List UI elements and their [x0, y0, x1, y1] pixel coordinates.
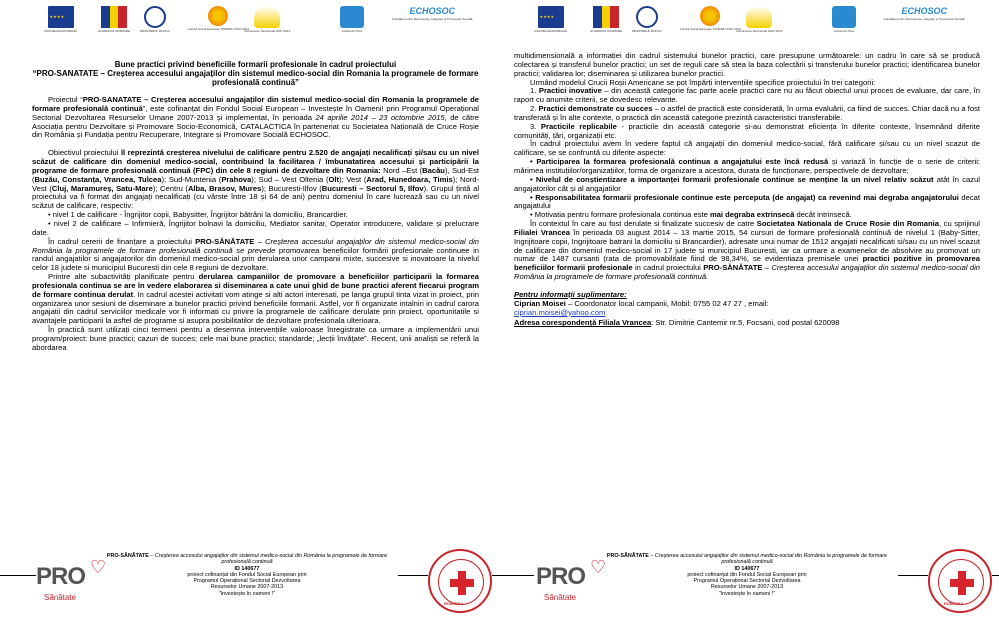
logo-caption: CATALACTICA — [341, 29, 363, 33]
fse-logo: Fondul Social European POSDRU 2007-2013 — [680, 6, 741, 42]
gov-logo: GUVERNUL ROMÂNIEI — [590, 6, 622, 42]
footer-text: PRO-SĂNĂTATE – Creșterea accesului angajaților din sistemul medico-social din România la programele de formare profesională continuă ID 140677 proiect cofinanțat din Fondul Social European prin Programul Operațional Sectorial Dezvoltarea Resurselor Umane 2007-2013 "Investește în oameni !" — [106, 553, 388, 597]
contact-address: Adresa corespondență Filiala Vrancea: Str. Dimitrie Cantemir nr.5, Focsani, cod postal 620098 — [514, 318, 840, 328]
aspect-participation: • Participarea la formarea profesională continua a angajatului este încă redusă și variază în funcție de o serie de criterii: mărimea instituțiilor/organizațiilor, forma de organizare a acestora, durata de funcționare, perspectivele de dezvoltare; — [514, 157, 980, 175]
red-cross-logo: ROMÂNIA — [928, 549, 992, 613]
footer-rule — [398, 575, 428, 576]
footer-text: PRO-SĂNĂTATE – Creșterea accesului angajaților din sistemul medico-social din România la programele de formare profesională continuă ID 140677 proiect cofinanțat din Fondul Social European prin Programul Operațional Sectorial Dezvoltarea Resurselor Umane 2007-2013 "Investește în oameni !" — [606, 553, 888, 597]
pro-sanatate-logo: PRO ♡ Sănătate — [536, 557, 607, 602]
aspect-responsibility: • Responsabilitatea formarii profesionale continue este perceputa (de angajat) ca revenind mai degraba angajatorului decat angajatului — [514, 192, 980, 211]
heart-icon: ♡ — [590, 557, 607, 577]
paragraph-multidimensional: multidimensională a informației din cadrul sistemului bunelor practici, care presupune următoarele: un cadru în care să se producă colectarea și transferul bunelor practici; un set de reguli care să stea la baza colectării și transferului bunelor practici; identificarea bunelor practici; validarea lor; diseminarea și utilizarea bunelor practici. — [514, 51, 980, 78]
email-link[interactable]: ciprian.moisei@yahoo.com — [514, 307, 606, 317]
eu-logo — [44, 6, 77, 42]
instrumente-icon — [254, 6, 280, 28]
instrumente-logo: Instrumente Structurale 2007-2013 — [736, 6, 782, 42]
catalactica-logo: CATALACTICA — [832, 6, 856, 42]
ministry-logo: MINISTERUL MUNCII — [632, 6, 662, 42]
right-body — [514, 52, 980, 328]
logo-caption: Instrumente Structurale 2007-2013 — [244, 29, 291, 33]
paragraph-categories: Urmând modelul Crucii Roșii Americane se pot împărți intervențiile specifice proiectului în trei categorii: — [530, 77, 876, 87]
footer-rule — [0, 575, 36, 576]
paragraph-context: În contextul în care au fost derulate si finalizate succesiv de catre Societatea Nationala de Cruce Rosie din Romania, cu sprijinul Filialei Vrancea în perioada 03 august 2014 – 13 martie 2015, 54 cursuri de formare profesională continuă de nivelul 1 (Baby-Sitter, Ingrijitoare copii, Ingrijitoare batrani la domiciliu si Brancardier), adresate unui numar de 1512 angajati necalificati si/sau cu un nivel scazut de calificare din domeniul medico-social in 17 judete si municipiul Bucuresti, iar ca urmare a examenelor de absolvire au promovat un numar de 1487 cursanti (rata de promovabilitate fiind de 98,34%, se evidentiaza premisele unei practici pozitive in promovarea beneficiilor formarii profesionale in cadrul proiectului PRO-SĂNĂTATE – Creșterea accesului angajaților din sistemul medico-social din România la programele de formare profesională continuă. — [514, 219, 980, 282]
category-replicable: 3. Practicile replicabile - practicile din această categorie și-au demonstrat eficiența în diferite contexte, însemnând diferite comunități, țări, organizații etc. — [514, 121, 980, 140]
paragraph-subactivities: Printre alte subactivități planificate pentru derularea campaniilor de promovare a beneficiilor participarii la formarea profesionala continua se are în vedere elaborarea si diseminarea a cate unui ghid de bune practici aferent fiecarui program de formare continua derulat. In cadrul acestei activitati vom atinge si alti actori interesati, pe langa grupul tinta vizat in proiect, prin organizarea unor sesiuni de diseminare a bunelor practici privind beneficiile formarii. Astfel, vor fi organizate intalniri in cadrul carora angajatii din cadrul serviciilor medicale vor fi informati cu privire la programele de calificare derulate prin proiect, oportunitatile si avantajele participarii la asftel de programe si asupra posibilitatilor de dezvoltare profesionala ulterioara. — [32, 272, 479, 326]
heart-icon: ♡ — [90, 557, 107, 577]
catalactica-icon — [832, 6, 856, 28]
eu-logo: ★ ★ ★ ★ UNIUNEA EUROPEANĂ — [534, 6, 567, 42]
logo-caption: GUVERNUL ROMÂNIEI — [98, 29, 131, 33]
paragraph-financing: În cadrul cererii de finanțare a proiectului PRO-SĂNĂTATE – Creșterea accesului angajaților din sistemul medico-social din România la programele de formare profesională continuă se prevede promovarea beneficiilor formării profesionale continuee in randul angajatilor si angajatorilor din domeniul medico-social prin derularea unor campanii mixte, succesive si inovatoare la nivelul celor 18 judete si municipiul Bucuresti din cele 8 regiuni de dezvoltare. — [32, 236, 480, 273]
contact-title: Pentru informații suplimentare: — [514, 289, 627, 299]
instrumente-logo — [244, 6, 290, 42]
pro-sanatate-logo: PRO ♡ Sănătate — [36, 557, 107, 602]
category-innovative: 1. Practici inovative – din această categorie fac parte acele practici care nu au făcut obiectul unui proces de evaluare, dar care, în raport cu anumite criterii, se dovedesc relevante. — [514, 86, 980, 105]
logo-caption: Fondul Social European POSDRU 2007-2013 — [188, 27, 249, 31]
aspect-awareness: • Nivelul de conștientizare a importanței formarii profesionale continue se menține la un nivel relativ scăzut atât în cazul angajatorilor cât și al angajatilor — [514, 174, 980, 193]
document-page-right — [500, 0, 999, 637]
seal-icon — [144, 6, 166, 28]
red-cross-icon — [450, 571, 474, 595]
aspect-motivation: • Motivatia pentru formare profesionala continua este mai degraba extrinsecă decât intrinsecă. — [530, 210, 852, 220]
eu-flag-icon — [48, 6, 74, 28]
logo-bar — [500, 6, 999, 42]
red-cross-logo: ROMÂNIA — [428, 549, 492, 613]
paragraph-intro: Proiectul “PRO-SANATATE – Creșterea accesului angajaților din sistemul medico-social din Romania la programele de formare profesională continuă”, este cofinanțat din Fondul Social European – Investește în Oameni! prin Programul Operațional Sectorial Dezvoltarea Resurselor Umane 2007-2013 și implementat, în perioada 24 aprilie 2014 – 23 octombrie 2015, de către Asociația pentru Dezvoltare și Promovare Socio-Economică, CATALACTICA în parteneriat cu Societatea Națională de Cruce Roșie din România și Fundația pentru Recuperare, Integrare și Promovare Socială ECHOSOC. — [32, 95, 479, 140]
ministry-logo — [140, 6, 170, 42]
romania-flag-icon — [593, 6, 619, 28]
paragraph-practice: În practică sunt utilizați cinci termeni pentru a desemna intervențiile valoroase înregistrate ca urmare a implementării unui program/proiect: bune practici; cazuri de succes; cele mai bune practici; standarde; „lecții învățate”. Recent, unii analiști se referă la abordarea — [32, 325, 479, 352]
contact-email[interactable] — [514, 309, 980, 318]
catalactica-logo — [340, 6, 364, 42]
catalactica-icon — [340, 6, 364, 28]
fse-icon — [208, 6, 228, 26]
seal-icon — [636, 6, 658, 28]
document-page-left — [0, 0, 499, 637]
eu-flag-icon — [538, 6, 564, 28]
instrumente-icon — [746, 6, 772, 28]
footer-left — [0, 549, 499, 637]
logo-caption: MINISTERUL MUNCII — [140, 29, 170, 33]
paragraph-objective: Obiectivul proiectului îl reprezintă creșterea nivelului de calificare pentru 2.520 de angajați necalificați și/sau cu un nivel scăzut de calificare din domeniul medico-social, contribuind la facilitarea / îmbunatatirea accesului și participării la programe de formare profesională continuă (FPC) din cele 8 regiuni de dezvoltare din Romania: Nord –Est (Bacău), Sud-Est (Buzău, Constanța, Vrancea, Tulcea); Sud-Muntenia (Prahova); Sud – Vest Oltenia (Olt); Vest (Arad, Hunedoara, Timis); Nord-Vest (Cluj, Maramureș, Satu-Mare); Centru (Alba, Brasov, Mures); Bucuresti-Ilfov (Bucuresti – Sectorul 5, Ilfov). Grupul țintă al proiectului va fi format din angajați necalificați (cu vârste între 18 și 64 de ani) pentru domeniul în care lucrează sau cu un nivel scăzut de calificare, respectiv: — [32, 148, 480, 211]
footer-right — [500, 549, 999, 637]
bullet-level2: • nivel 2 de calificare – Infirmieră, Îngrijitor bolnavi la domiciliu, Mediator sanitar, Operator introducere, validare și prelucrare date. — [32, 218, 479, 237]
bullet-level1: • nivel 1 de calificare - Îngrijitor copii, Babysitter, Îngrijitor bătrâni la domiciliu, Brancardier. — [48, 210, 348, 220]
doc-title-line1: Bune practici privind beneficiile formarii profesionale în cadrul proiectului — [114, 60, 397, 69]
logo-bar — [0, 6, 499, 42]
echosoc-label: ECHOSOC — [409, 6, 455, 16]
logo-caption: Fundația pentru Recuperare, Integrare și Promovare Socială — [392, 17, 473, 21]
gov-logo — [98, 6, 130, 42]
fse-logo — [188, 6, 249, 42]
echosoc-logo: ECHOSOC Fundația pentru Recuperare, Integrare și Promovare Socială — [884, 6, 965, 21]
red-cross-icon — [950, 571, 974, 595]
contact-person: Ciprian Moisei – Coordonator local campanii, Mobil: 0755 02 47 27 , email: — [514, 298, 769, 308]
doc-title-line2: “PRO-SANATATE – Creșterea accesului angajaților din sistemul medico-social din Romania la programele de formare profesională continuă” — [32, 69, 479, 87]
paragraph-aspects: În cadrul proiectului avem în vedere faptul că angajații din domeniul medico-social, fără calificare și/sau cu un nivel scazut de calificare, se se confruntă cu diferite aspecte: — [514, 139, 980, 158]
logo-caption: UNIUNEA EUROPEANĂ — [44, 29, 78, 33]
left-body — [32, 60, 479, 353]
category-demonstrated: 2. Practici demonstrate cu succes – o astfel de practică este considerată, în urma evaluării, ca fiind de succes. Chiar dacă nu a fost transferată și în alte contexte, o practică din această categorie prezintă caracteristici transferabile. — [514, 104, 980, 122]
fse-icon — [700, 6, 720, 26]
romania-flag-icon — [101, 6, 127, 28]
echosoc-logo — [392, 6, 472, 42]
